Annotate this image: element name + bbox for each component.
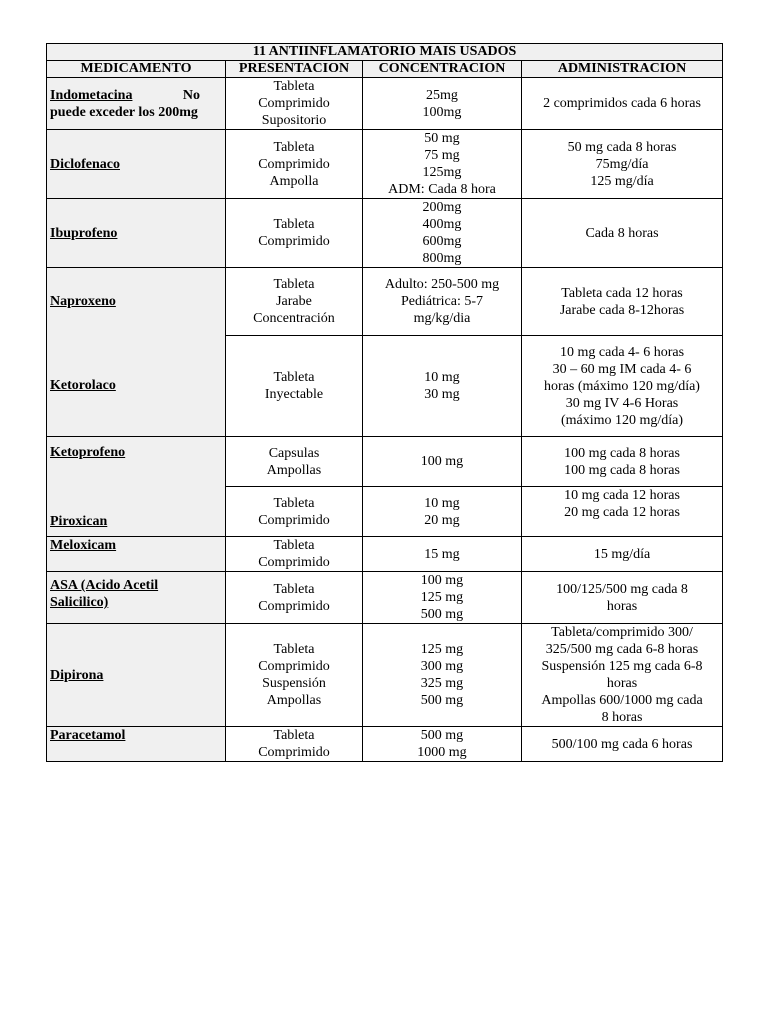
medicamento-cell bbox=[47, 727, 226, 762]
administracion-line: horas bbox=[606, 676, 638, 691]
administracion-line: (máximo 120 mg/día) bbox=[560, 412, 684, 428]
presentacion-cell bbox=[226, 78, 363, 130]
concentracion-line: 100 mg bbox=[420, 573, 464, 588]
concentracion-line: 10 mg bbox=[424, 370, 460, 385]
medicamento-name: Indometacina bbox=[50, 87, 133, 103]
administracion-line: 100 mg cada 8 horas bbox=[564, 462, 680, 478]
medicamento-cell bbox=[47, 130, 226, 199]
header-medicamento: MEDICAMENTO bbox=[47, 61, 226, 78]
concentracion-line: 15 mg bbox=[424, 546, 460, 562]
administracion-cell bbox=[522, 727, 723, 762]
administracion-line: horas (máximo 120 mg/día) bbox=[544, 378, 700, 394]
concentracion-cell bbox=[363, 727, 522, 762]
administracion-line: 100/125/500 mg cada 8 bbox=[556, 581, 688, 597]
concentracion-line: 75 mg bbox=[424, 148, 460, 163]
presentacion-line: Ampollas bbox=[266, 693, 322, 708]
administracion-line: 8 horas bbox=[601, 710, 643, 725]
administracion-line: 125 mg/día bbox=[590, 173, 654, 189]
presentacion-cell bbox=[226, 727, 363, 762]
administracion-line: horas bbox=[606, 598, 638, 614]
medicamento-cell bbox=[47, 268, 226, 336]
header-concentracion: CONCENTRACION bbox=[363, 61, 522, 78]
presentacion-cell bbox=[226, 487, 363, 537]
presentacion-line: Supositorio bbox=[261, 113, 327, 128]
concentracion-line: 30 mg bbox=[424, 387, 460, 402]
presentacion-line: Comprimido bbox=[258, 156, 330, 172]
medicamento-name: Dipirona bbox=[50, 667, 104, 683]
concentracion-line: 500 mg bbox=[420, 693, 464, 708]
medicamento-name: Ibuprofeno bbox=[50, 225, 118, 241]
presentacion-line: Concentración bbox=[253, 311, 335, 326]
presentacion-line: Tableta bbox=[273, 581, 315, 597]
medicamento-cell bbox=[47, 336, 226, 437]
medicamento-name: Meloxicam bbox=[50, 538, 117, 553]
concentracion-cell bbox=[363, 199, 522, 268]
concentracion-cell bbox=[363, 437, 522, 487]
concentracion-line: 125 mg bbox=[420, 642, 464, 657]
concentracion-line: 1000 mg bbox=[417, 745, 467, 760]
medicamento-name: Paracetamol bbox=[50, 728, 126, 743]
presentacion-line: Tableta bbox=[273, 79, 315, 94]
medicamento-note: No bbox=[182, 87, 200, 103]
concentracion-cell bbox=[363, 572, 522, 624]
table-title: 11 ANTIINFLAMATORIO MAIS USADOS bbox=[47, 44, 723, 61]
administracion-line: 30 mg IV 4-6 Horas bbox=[565, 395, 679, 411]
administracion-line: 30 – 60 mg IM cada 4- 6 bbox=[552, 361, 692, 377]
table-row bbox=[47, 130, 723, 199]
presentacion-line: Ampolla bbox=[269, 173, 319, 189]
medicamento-name: Salicilico) bbox=[50, 595, 109, 610]
administracion-line: Tableta/comprimido 300/ bbox=[551, 625, 693, 640]
medicamento-name: ASA (Acido Acetil bbox=[50, 578, 159, 593]
concentracion-line: 100 mg bbox=[420, 454, 464, 469]
concentracion-line: mg/kg/dia bbox=[413, 311, 471, 326]
administracion-line: 75mg/día bbox=[595, 156, 649, 172]
presentacion-line: Comprimido bbox=[258, 745, 330, 760]
administracion-cell bbox=[522, 572, 723, 624]
administracion-cell bbox=[522, 268, 723, 336]
presentacion-line: Tableta bbox=[273, 495, 315, 511]
table-row bbox=[47, 268, 723, 336]
presentacion-line: Jarabe bbox=[276, 294, 312, 309]
administracion-line: Cada 8 horas bbox=[585, 225, 659, 241]
administracion-line: 2 comprimidos cada 6 horas bbox=[543, 96, 701, 111]
concentracion-cell bbox=[363, 624, 522, 727]
presentacion-line: Inyectable bbox=[264, 387, 324, 402]
administracion-cell bbox=[522, 130, 723, 199]
administracion-cell bbox=[522, 199, 723, 268]
administracion-line: 20 mg cada 12 horas bbox=[564, 505, 680, 520]
presentacion-line: Comprimido bbox=[258, 512, 330, 528]
presentacion-line: Tableta bbox=[273, 538, 315, 553]
medicamento-cell bbox=[47, 78, 226, 130]
administracion-line: 100 mg cada 8 horas bbox=[564, 445, 680, 461]
concentracion-line: 800mg bbox=[422, 251, 462, 266]
concentracion-cell bbox=[363, 487, 522, 537]
presentacion-cell bbox=[226, 336, 363, 437]
presentacion-cell bbox=[226, 437, 363, 487]
table-row bbox=[47, 437, 723, 487]
presentacion-cell bbox=[226, 537, 363, 572]
table-row bbox=[47, 572, 723, 624]
medicamento-cell bbox=[47, 199, 226, 268]
medicamento-cell bbox=[47, 487, 226, 537]
presentacion-line: Capsulas bbox=[268, 445, 320, 461]
concentracion-line: Adulto: 250-500 mg bbox=[384, 277, 500, 292]
presentacion-line: Suspensión bbox=[262, 676, 326, 691]
medicamento-name: Diclofenaco bbox=[50, 156, 120, 172]
presentacion-line: Tableta bbox=[273, 217, 315, 232]
administracion-line: Tableta cada 12 horas bbox=[561, 285, 683, 301]
concentracion-line: 300 mg bbox=[420, 659, 464, 674]
concentracion-cell bbox=[363, 268, 522, 336]
concentracion-cell bbox=[363, 537, 522, 572]
table-row bbox=[47, 624, 723, 727]
table-row bbox=[47, 727, 723, 762]
administracion-line: 15 mg/día bbox=[593, 546, 651, 562]
presentacion-line: Ampollas bbox=[266, 462, 322, 478]
presentacion-line: Tableta bbox=[273, 370, 315, 385]
table-row bbox=[47, 537, 723, 572]
administracion-cell bbox=[522, 437, 723, 487]
administracion-line: 325/500 mg cada 6-8 horas bbox=[545, 642, 699, 657]
concentracion-line: 125 mg bbox=[420, 590, 464, 605]
concentracion-cell bbox=[363, 130, 522, 199]
presentacion-cell bbox=[226, 572, 363, 624]
concentracion-cell bbox=[363, 78, 522, 130]
presentacion-line: Tableta bbox=[273, 642, 315, 657]
administracion-line: 50 mg cada 8 horas bbox=[567, 139, 677, 155]
presentacion-line: Tableta bbox=[273, 139, 315, 155]
concentracion-line: 325 mg bbox=[420, 676, 464, 691]
table-row bbox=[47, 336, 723, 437]
header-administracion: ADMINISTRACION bbox=[522, 61, 723, 78]
antiinflamatory-table bbox=[46, 43, 723, 762]
concentracion-line: 600mg bbox=[422, 234, 462, 249]
administracion-cell bbox=[522, 624, 723, 727]
table-row bbox=[47, 199, 723, 268]
presentacion-line: Comprimido bbox=[258, 598, 330, 614]
medicamento-cell bbox=[47, 624, 226, 727]
administracion-cell bbox=[522, 78, 723, 130]
concentracion-line: 10 mg bbox=[424, 495, 460, 511]
administracion-cell bbox=[522, 336, 723, 437]
administracion-line: Suspensión 125 mg cada 6-8 bbox=[541, 659, 703, 674]
concentracion-line: 100mg bbox=[422, 104, 462, 120]
concentracion-cell bbox=[363, 336, 522, 437]
administracion-line: 10 mg cada 12 horas bbox=[564, 488, 680, 503]
presentacion-line: Tableta bbox=[273, 728, 315, 743]
header-presentacion: PRESENTACION bbox=[226, 61, 363, 78]
medicamento-cell bbox=[47, 572, 226, 624]
concentracion-line: 400mg bbox=[422, 217, 462, 232]
medicamento-name: Naproxeno bbox=[50, 294, 116, 310]
administracion-line: Ampollas 600/1000 mg cada bbox=[541, 693, 703, 708]
concentracion-line: 25mg bbox=[426, 87, 458, 103]
header-row bbox=[47, 61, 723, 78]
concentracion-line: 20 mg bbox=[424, 512, 460, 528]
presentacion-cell bbox=[226, 199, 363, 268]
medicamento-name: Ketoprofeno bbox=[50, 445, 126, 460]
presentacion-line: Comprimido bbox=[258, 234, 330, 249]
medicamento-note: puede exceder los 200mg bbox=[50, 104, 198, 120]
presentacion-line: Comprimido bbox=[258, 659, 330, 674]
administracion-cell bbox=[522, 537, 723, 572]
administracion-line: Jarabe cada 8-12horas bbox=[559, 302, 685, 318]
administracion-line: 10 mg cada 4- 6 horas bbox=[560, 344, 685, 360]
medicamento-cell bbox=[47, 537, 226, 572]
concentracion-line: Pediátrica: 5-7 bbox=[400, 294, 484, 309]
administracion-cell bbox=[522, 487, 723, 537]
presentacion-cell bbox=[226, 130, 363, 199]
concentracion-line: 50 mg bbox=[424, 131, 460, 146]
concentracion-line: 200mg bbox=[422, 200, 462, 215]
presentacion-line: Tableta bbox=[273, 277, 315, 292]
concentracion-line: 125mg bbox=[422, 165, 462, 180]
table-row bbox=[47, 487, 723, 537]
concentracion-line: ADM: Cada 8 hora bbox=[388, 182, 496, 197]
medicamento-cell bbox=[47, 437, 226, 487]
administracion-line: 500/100 mg cada 6 horas bbox=[551, 736, 693, 752]
medicamento-name: Ketorolaco bbox=[50, 378, 116, 394]
presentacion-cell bbox=[226, 268, 363, 336]
presentacion-cell bbox=[226, 624, 363, 727]
concentracion-line: 500 mg bbox=[420, 607, 464, 622]
medicamento-name: Piroxican bbox=[50, 514, 108, 529]
presentacion-line: Comprimido bbox=[258, 96, 330, 111]
table-row bbox=[47, 78, 723, 130]
concentracion-line: 500 mg bbox=[420, 728, 464, 743]
presentacion-line: Comprimido bbox=[258, 555, 330, 570]
title-row bbox=[47, 44, 723, 61]
